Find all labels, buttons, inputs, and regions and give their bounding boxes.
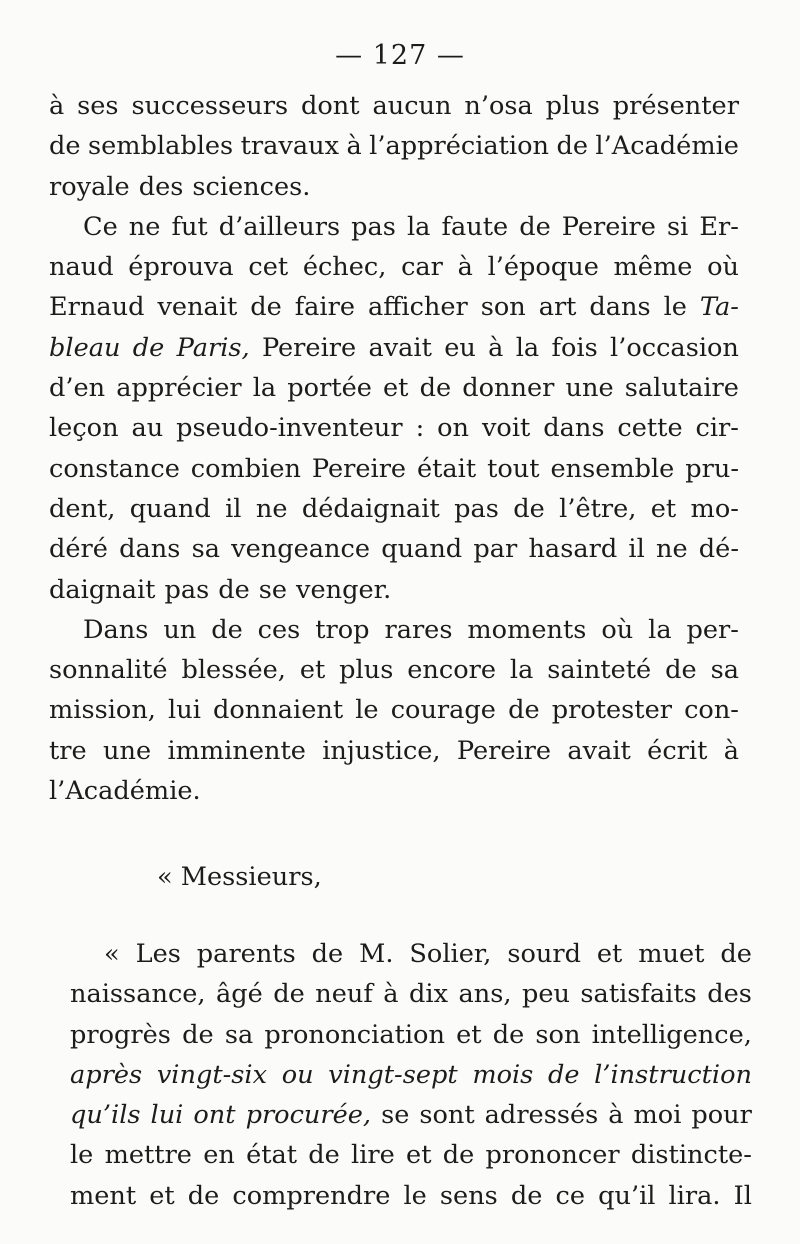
word: de [308,1140,340,1171]
word: ensemble [550,453,675,484]
word: naud [49,252,114,283]
word: venger. [296,574,392,605]
word: à [346,131,362,162]
word: des [138,171,184,202]
word: adressés [484,1100,599,1131]
word: daignait [49,574,156,605]
word: Er- [699,211,739,242]
word: qu’il [598,1180,656,1211]
word: ont [193,1100,236,1131]
word: ce [555,1180,585,1211]
word: cir- [695,413,739,444]
word: et [406,1140,432,1171]
word: tre [49,735,87,766]
word: sa [224,1019,254,1050]
word: échec, [302,252,387,283]
word: quand [381,534,463,565]
word: il [628,534,645,565]
word: donner [462,373,555,404]
word: de [508,695,540,726]
word: lire [351,1140,395,1171]
word: injustice, [322,735,441,766]
word: neuf [315,979,373,1010]
word: moi [633,1100,682,1131]
word: son [535,1019,581,1050]
word: pas [351,211,396,242]
text-line [49,610,739,650]
word: sa [191,534,220,565]
word: muet [638,939,705,969]
text-line [49,408,739,448]
text-line [49,86,739,126]
word: même [613,252,693,283]
word: et [383,373,409,404]
word: salutaire [624,373,739,404]
letter-line [70,1016,752,1056]
word: présenter [612,91,739,121]
word: de [311,939,344,969]
word: n’osa [464,91,533,121]
word: si [666,211,689,242]
word: plus [545,91,600,121]
word: de [547,1059,580,1090]
word: de [556,131,588,162]
word: de [182,1019,214,1050]
word: pour [691,1100,752,1131]
word: moments [467,614,587,645]
word: à [488,332,504,363]
word: la [515,332,540,363]
word: et [456,1019,482,1050]
word: M. [359,939,394,969]
word: de [720,939,752,969]
word: déré [49,534,108,565]
text-line [49,529,739,569]
word: le [403,1180,427,1211]
word: apprécier [116,373,242,404]
word: parents [196,939,296,969]
word: à [383,979,399,1010]
word: pru- [685,453,739,484]
word: dans [543,413,605,444]
word: de [442,1140,475,1171]
text-line [49,167,739,207]
word: l’occasion [610,332,739,363]
word: naissance, [70,979,206,1010]
word: il [225,493,242,524]
word: et [596,939,623,969]
word: comprendre [232,1180,391,1211]
word: sa [710,655,739,686]
word: Paris, [176,332,250,363]
text-line [49,650,739,690]
word: de [218,574,250,605]
word: pas [454,493,499,524]
word: sens [439,1180,498,1211]
word: au [131,413,164,444]
word: bleau [49,332,121,363]
word: art [538,292,577,323]
letter-line-italic [70,1056,752,1096]
word: de [273,979,305,1010]
text-line [49,287,739,327]
word: à [608,1100,624,1131]
word: dédaignait [301,493,440,524]
word: le [70,1140,94,1171]
word: sourd [507,939,581,969]
word: l’instruction [594,1059,752,1090]
word: encore [407,655,497,686]
word: à [723,735,739,766]
word: avait [567,735,631,766]
word: de [419,373,452,404]
word: rares [384,614,453,645]
word: ment [70,1180,137,1211]
word: imminente [167,735,306,766]
paragraph [49,610,739,811]
letter-line [70,1136,752,1176]
word: l’époque [487,252,599,283]
word: quand [129,493,211,524]
word: Solier, [409,939,492,969]
word: d’ailleurs [218,211,341,242]
word: mettre [104,1140,192,1171]
word: d’en [49,373,106,404]
word: et [149,1180,175,1211]
word: Il [733,1180,752,1211]
word: ses [77,91,119,121]
word: la [406,211,431,242]
letter-body [70,935,752,1217]
word: hasard [528,534,618,565]
word: on [437,413,470,444]
word: âgé [216,979,263,1010]
word: de [510,1180,543,1211]
word: courage [390,695,496,726]
text-line [49,731,739,771]
word: venait [157,292,238,323]
paragraph [49,86,739,207]
word: lira. [668,1180,721,1211]
word: à [457,252,473,283]
word: dix [409,979,449,1010]
text-line [49,570,739,610]
word: progrès [70,1019,171,1050]
word: donnaient [213,695,344,726]
word: était [416,453,477,484]
word: son [480,292,526,323]
word: : [415,413,425,444]
word: qu’ils [70,1100,141,1131]
word: où [707,252,739,283]
text-line [49,368,739,408]
word: Ta- [699,292,739,323]
word: Ce [83,211,118,242]
body-text [49,86,739,811]
word: de [513,493,545,524]
word: semblables [87,131,234,162]
word: lui [168,695,201,726]
word: l’appréciation [369,131,550,162]
word: de [519,211,551,242]
text-line [49,207,739,247]
word: ces [257,614,301,645]
word: distincte- [630,1140,752,1171]
text-line [49,126,739,166]
word: combien [190,453,301,484]
word: royale [49,171,130,202]
word: de [492,1019,525,1050]
word: afficher [367,292,468,323]
word: vingt-six [156,1059,268,1090]
word: leçon [49,413,119,444]
word: de [187,1180,220,1211]
word: l’Académie. [49,776,201,807]
word: de [665,655,697,686]
word: de [49,131,81,162]
word: dont [301,91,360,121]
word: sciences. [192,171,311,202]
text-line [49,690,739,730]
word: tout [487,453,540,484]
letter-line [70,1177,752,1217]
word: peu [521,979,570,1010]
word: sainteté [547,655,652,686]
word: Pereire [311,453,407,484]
word: la [648,614,672,645]
word: car [401,252,443,283]
word: fut [171,211,208,242]
text-line [49,489,739,529]
word: la [252,373,277,404]
word: se [258,574,288,605]
word: intelligence, [591,1019,752,1050]
word: ne [128,211,161,242]
word: se [381,1100,410,1131]
word: travaux [240,131,340,162]
word: après [70,1059,143,1090]
word: blessée, [181,655,286,686]
word: l’Académie [595,131,739,162]
word: à [49,91,65,121]
letter-line [70,935,752,975]
word: un [163,614,197,645]
word: des [707,979,752,1010]
text-line [49,449,739,489]
word: protester [551,695,672,726]
word: vingt-sept [328,1059,458,1090]
word: la [509,655,534,686]
word: con- [684,695,739,726]
word: le [355,695,379,726]
word: pseudo-inventeur [176,413,403,444]
word: portée [287,373,372,404]
word: cet [248,252,289,283]
word: de [211,614,243,645]
word: Pereire [456,735,552,766]
word: le [663,292,687,323]
word: où [601,614,634,645]
word: eu [444,332,476,363]
word: sont [419,1100,475,1131]
word: ne [655,534,688,565]
word: dans [119,534,181,565]
word: vengeance [231,534,370,565]
word: voit [481,413,531,444]
word: écrit [647,735,708,766]
word: constance [49,453,180,484]
word: ou [281,1059,314,1090]
word: prononciation [264,1019,445,1050]
letter-salutation: « Messieurs, [157,862,322,892]
word: l’être, [559,493,637,524]
word: successeurs [131,91,289,121]
word: sonnalité [49,655,168,686]
word: mission, [49,695,156,726]
word: avait [368,332,432,363]
word: en [203,1140,235,1171]
word: une [103,735,152,766]
word: état [246,1140,298,1171]
paragraph [49,207,739,610]
word: Les [135,939,181,969]
word: cette [617,413,683,444]
text-line [49,328,739,368]
word: pas [164,574,210,605]
word: ans, [458,979,512,1010]
text-line [49,771,739,811]
word: aucun [372,91,452,121]
word: et [299,655,326,686]
word: mo- [690,493,739,524]
word: par [473,534,518,565]
word: de [250,292,282,323]
word: ne [255,493,288,524]
word: une [565,373,614,404]
letter-line-mixed [70,1096,752,1136]
word: dans [589,292,651,323]
word: plus [339,655,394,686]
word: Pereire [561,211,656,242]
word: faire [294,292,356,323]
text-line [49,247,739,287]
word: satisfaits [580,979,697,1010]
word: lui [150,1100,184,1131]
word: dent, [49,493,116,524]
word: éprouva [128,252,234,283]
letter-line [70,975,752,1015]
word: Dans [83,614,149,645]
word: mois [472,1059,534,1090]
page-number: — 127 — [335,40,465,71]
word: et [650,493,677,524]
word: dé- [698,534,739,565]
word: faute [441,211,509,242]
word: de [132,332,165,363]
word: Ernaud [49,292,145,323]
word: fois [551,332,598,363]
word: prononcer [485,1140,620,1171]
word: trop [315,614,370,645]
word: Pereire [261,332,357,363]
word: procurée, [245,1100,372,1131]
word: « [104,939,120,969]
word: per- [686,614,739,645]
